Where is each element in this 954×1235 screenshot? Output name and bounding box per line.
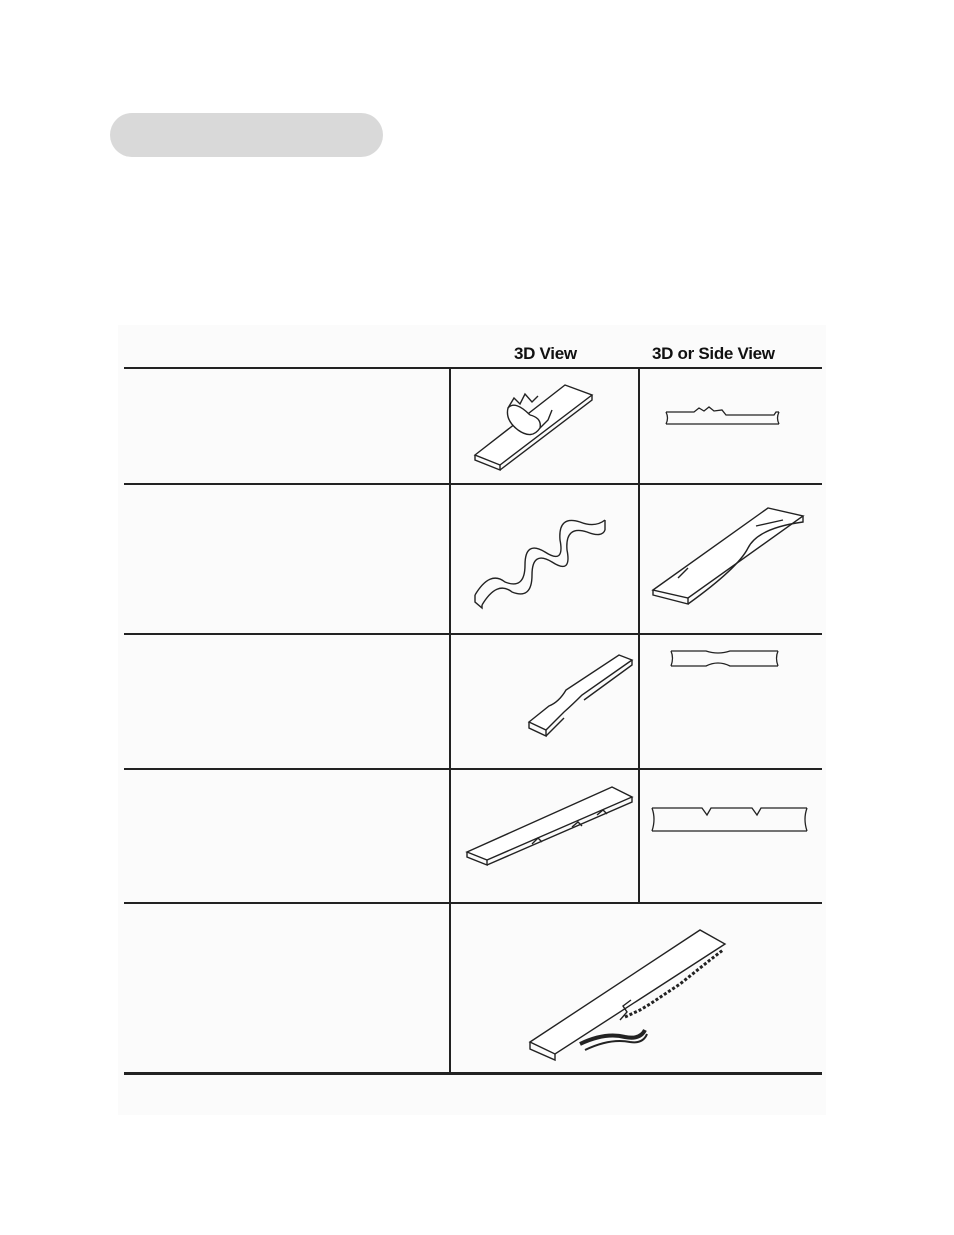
- cracked-strip-icon: [462, 782, 637, 867]
- table-rule-row4: [124, 902, 822, 904]
- frayed-strip-icon: [525, 922, 735, 1062]
- table-divider-right: [638, 367, 640, 902]
- notched-edge-side-icon: [664, 402, 782, 430]
- section-title-pill: [110, 113, 383, 157]
- peeling-strip-icon: [470, 380, 605, 475]
- table-divider-left: [449, 367, 451, 1073]
- table-rule-row1: [124, 483, 822, 485]
- table-rule-top: [124, 367, 822, 369]
- necked-strip-icon: [524, 650, 636, 740]
- column-header-3d-view: 3D View: [514, 344, 577, 363]
- necked-side-icon: [668, 648, 783, 670]
- wavy-strip-icon: [470, 500, 610, 615]
- column-header-side-view: 3D or Side View: [652, 344, 775, 363]
- table-rule-row2: [124, 633, 822, 635]
- table-rule-bottom: [124, 1072, 822, 1075]
- twisted-strip-icon: [648, 498, 808, 608]
- table-rule-row3: [124, 768, 822, 770]
- cracked-side-icon: [647, 803, 812, 835]
